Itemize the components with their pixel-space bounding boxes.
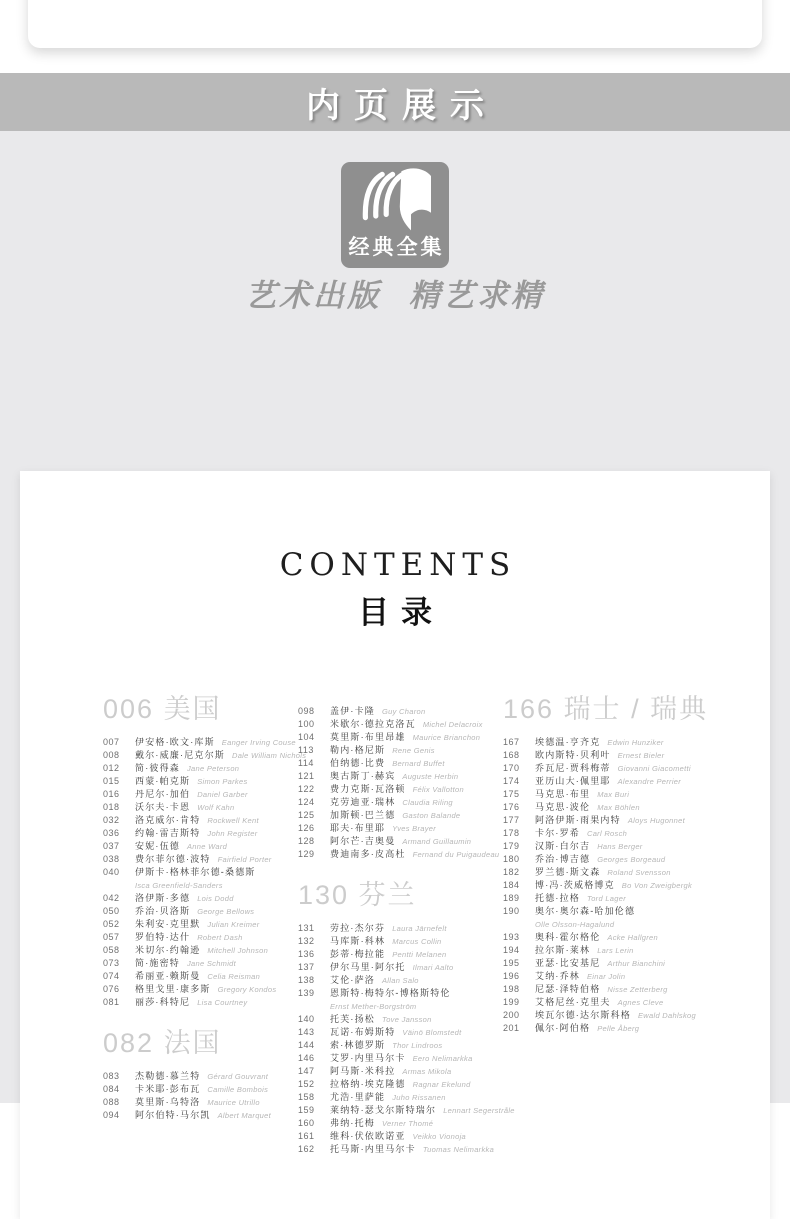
- toc-entry: 152 拉格纳·埃克隆德 Ragnar Ekelund: [298, 1079, 471, 1089]
- toc-entry: 058 米切尔·约翰逊 Mitchell Johnson: [103, 945, 269, 955]
- toc-entry: 084 卡米耶·彭布瓦 Camille Bombois: [103, 1084, 269, 1094]
- toc-entry: 132 马库斯·科林 Marcus Collin: [298, 936, 442, 946]
- toc-column-left: [103, 694, 307, 1120]
- toc-entry: 176 马克思·波伦 Max Böhlen: [503, 802, 640, 812]
- toc-entry: 114 伯纳德·比费 Bernard Buffet: [298, 758, 445, 768]
- toc-entry: 042 洛伊斯·多德 Lois Dodd: [103, 893, 234, 903]
- toc-entry: 137 伊尔马里·阿尔托 Ilmari Aalto: [298, 962, 454, 972]
- toc-entry: 182 罗兰德·斯文森 Roland Svensson: [503, 867, 671, 877]
- toc-entry-continuation: Ernst Mether-Borgström: [330, 1002, 417, 1011]
- toc-entry: 081 丽莎·科特尼 Lisa Courtney: [103, 997, 248, 1007]
- toc-entry: 036 约翰·雷吉斯特 John Register: [103, 828, 258, 838]
- toc-entry: 032 洛克威尔·肯特 Rockwell Kent: [103, 815, 259, 825]
- toc-entry: 073 简·施密特 Jane Schmidt: [103, 958, 237, 968]
- toc-entry-continuation: Olle Olsson-Hagalund: [535, 920, 615, 929]
- toc-entry: 194 拉尔斯·莱林 Lars Lerin: [503, 945, 634, 955]
- toc-entry: 190 奥尔·奥尔森-哈加伦德: [503, 906, 636, 916]
- toc-entry: 008 戴尔·威廉·尼克尔斯 Dale William Nichols: [103, 750, 307, 760]
- toc-entry: 167 埃德温·亨齐克 Edwin Hunziker: [503, 737, 664, 747]
- toc-entry: 113 勒内·格尼斯 Rene Genis: [298, 745, 435, 755]
- toc-entry: 196 艾纳·乔林 Einar Jolin: [503, 971, 626, 981]
- toc-entry: 201 佩尔·阿伯格 Pelle Åberg: [503, 1023, 640, 1033]
- toc-entry: 125 加斯顿·巴兰德 Gaston Balande: [298, 810, 461, 820]
- toc-entry: 121 奥古斯丁·赫宾 Auguste Herbin: [298, 771, 459, 781]
- toc-entry: 057 罗伯特·达什 Robert Dash: [103, 932, 243, 942]
- toc-entry: 136 彭蒂·梅拉能 Pentti Melanen: [298, 949, 447, 959]
- contents-title-en: CONTENTS: [279, 547, 517, 583]
- toc-entry: 037 安妮·伍德 Anne Ward: [103, 841, 228, 851]
- toc-entry: 104 莫里斯·布里昂雄 Maurice Brianchon: [298, 732, 481, 742]
- toc-entry: 050 乔治·贝洛斯 George Bellows: [103, 906, 255, 916]
- toc-entry: 128 阿尔芒·吉奥曼 Armand Guillaumin: [298, 836, 472, 846]
- toc-entry: 161 维科·伏依欧诺亚 Veikko Vionoja: [298, 1131, 467, 1141]
- toc-entry: 184 博·冯·茨威格博克 Bo Von Zweigbergk: [503, 880, 693, 890]
- toc-entry: 012 简·彼得森 Jane Peterson: [103, 763, 240, 773]
- toc-entry: 131 劳拉·杰尔芬 Laura Järnefelt: [298, 923, 447, 933]
- toc-entry: 018 沃尔夫·卡恩 Wolf Kahn: [103, 802, 235, 812]
- toc-entry: 015 西蒙·帕克斯 Simon Parkes: [103, 776, 248, 786]
- toc-entry: 140 托芙·扬松 Tove Jansson: [298, 1014, 432, 1024]
- toc-section-header: 166 瑞士 / 瑞典: [503, 694, 709, 724]
- toc-entry: 189 托德·拉格 Tord Lager: [503, 893, 626, 903]
- toc-entry: 200 埃瓦尔德·达尔斯科格 Ewald Dahlskog: [503, 1010, 696, 1020]
- toc-column-middle: [298, 703, 515, 1154]
- toc-section-header: 082 法国: [103, 1028, 222, 1058]
- toc-entry: 094 阿尔伯特·马尔凯 Albert Marquet: [103, 1110, 271, 1120]
- toc-entry: 098 盖伊·卡隆 Guy Charon: [298, 706, 426, 716]
- toc-entry: 100 米歇尔·德拉克洛瓦 Michel Delacroix: [298, 719, 483, 729]
- toc-entry: 016 丹尼尔·加伯 Daniel Garber: [103, 789, 248, 799]
- book-pages-icon: [355, 168, 435, 232]
- toc-entry: 088 莫里斯·乌特洛 Maurice Utrillo: [103, 1097, 260, 1107]
- section-banner-title: 内页展示: [306, 86, 498, 125]
- toc-section-header: 130 芬兰: [298, 880, 417, 910]
- toc-entry: 138 艾伦·萨洛 Allan Salo: [298, 975, 419, 985]
- publisher-logo-text: 经典全集: [348, 236, 445, 259]
- toc-entry: 139 恩斯特·梅特尔-博格斯特伦: [298, 988, 451, 998]
- publisher-logo: [341, 162, 449, 268]
- toc-entry: 195 亚瑟·比安基尼 Arthur Bianchini: [503, 958, 666, 968]
- toc-entry: 158 尤浩·里萨能 Juho Rissanen: [298, 1092, 446, 1102]
- toc-entry: 178 卡尔·罗希 Carl Rosch: [503, 828, 628, 838]
- toc-entry: 144 索·林德罗斯 Thor Lindroos: [298, 1040, 443, 1050]
- toc-entry: 076 格里戈里·康多斯 Gregory Kondos: [103, 984, 277, 994]
- toc-entry: 038 费尔菲尔德·波特 Fairfield Porter: [103, 854, 272, 864]
- section-banner: [0, 73, 790, 131]
- toc-entry: 052 朱利安·克里默 Julian Kreimer: [103, 919, 260, 929]
- toc-section-header: 006 美国: [103, 694, 222, 724]
- toc-entry: 122 费力克斯·瓦洛顿 Félix Vallotton: [298, 784, 464, 794]
- toc-entry: 199 艾格尼丝·克里夫 Agnes Cleve: [503, 997, 664, 1007]
- content-background: [0, 131, 790, 1154]
- toc-entry: 162 托马斯·内里马尔卡 Tuomas Nelimarkka: [298, 1144, 495, 1154]
- toc-entry: 198 尼瑟·泽特伯格 Nisse Zetterberg: [503, 984, 668, 994]
- toc-entry: 179 汉斯·白尔吉 Hans Berger: [503, 841, 643, 851]
- toc-entry-continuation: Isca Greenfield-Sanders: [135, 881, 223, 890]
- toc-entry: 083 杰勒德·慕兰特 Gérard Gouvrant: [103, 1071, 269, 1081]
- contents-title-cn: 目录: [358, 595, 444, 630]
- toc-entry: 147 阿马斯·米科拉 Armas Mikola: [298, 1066, 452, 1076]
- toc-entry: 193 奥科·霍尔格伦 Acke Hallgren: [503, 932, 658, 942]
- toc-entry: 007 伊安格·欧文·库斯 Eanger Irving Couse: [103, 737, 296, 747]
- toc-entry: 175 马克思·布里 Max Buri: [503, 789, 630, 799]
- contents-page: [20, 471, 770, 1219]
- toc-entry: 159 莱纳特·瑟戈尔斯特瑞尔 Lennart Segerstråle: [298, 1105, 515, 1115]
- brand-slogan: 艺术出版 精艺求精: [245, 278, 545, 314]
- toc-entry: 146 艾罗·内里马尔卡 Eero Nelimarkka: [298, 1053, 473, 1063]
- toc-entry: 180 乔治·博吉德 Georges Borgeaud: [503, 854, 666, 864]
- toc-entry: 160 弗纳·托梅 Verner Thomé: [298, 1118, 434, 1128]
- previous-section-card: [28, 0, 762, 48]
- toc-entry: 074 希丽亚·赖斯曼 Celia Reisman: [103, 971, 261, 981]
- toc-entry: 168 欧内斯特·贝利叶 Ernest Bieler: [503, 750, 665, 760]
- toc-entry: 126 耶夫·布里耶 Yves Brayer: [298, 823, 437, 833]
- toc-entry: 170 乔瓦尼·贾科梅蒂 Giovanni Giacometti: [503, 763, 691, 773]
- toc-entry: 124 克劳迪亚·瑞林 Claudia Riling: [298, 797, 453, 807]
- toc-entry: 129 费迪南多·皮高杜 Fernand du Puigaudeau: [298, 849, 500, 859]
- toc-column-right: [503, 694, 709, 1033]
- toc-entry: 177 阿洛伊斯·雨果内特 Aloys Hugonnet: [503, 815, 685, 825]
- toc-entry: 040 伊斯卡·格林菲尔德-桑德斯: [103, 867, 256, 877]
- toc-entry: 174 亚历山大·佩里耶 Alexandre Perrier: [503, 776, 682, 786]
- toc-entry: 143 瓦诺·布姆斯特 Väinö Blomstedt: [298, 1027, 462, 1037]
